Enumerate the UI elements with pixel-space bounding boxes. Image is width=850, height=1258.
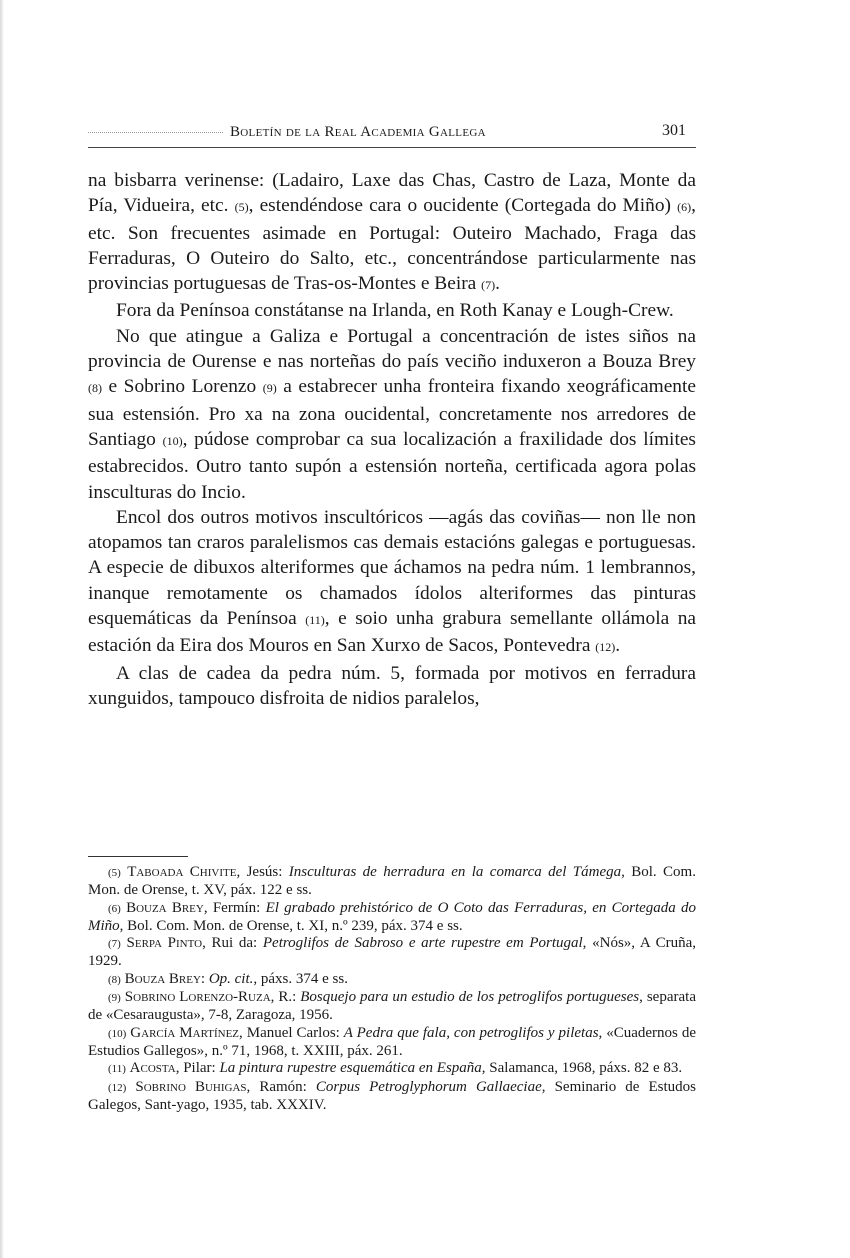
footnote-work-title: Insculturas de herradura en la comarca del Támega (288, 864, 622, 880)
page-edge-shadow (0, 0, 4, 1258)
footnote-number: (7) (108, 938, 121, 951)
footnote (88, 935, 696, 971)
footnote (88, 1060, 696, 1078)
paragraph-text: Fora da Penínsoa constátanse na Irlanda, en Roth Kanay e Lough-Crew. (116, 300, 674, 322)
body-paragraph (88, 324, 696, 505)
footnote-text: , «Cuadernos de Estudios Gallegos», n.º 71, 1968, t. XXIII, páx. 261. (88, 1024, 697, 1059)
footnote-reference: (8) (88, 381, 102, 396)
footnote-author: Acosta (129, 1060, 176, 1077)
footnote-separator (88, 856, 188, 857)
footnote-number: (11) (108, 1063, 126, 1076)
footnote-work-title: La pintura rupestre esquemática en España (219, 1060, 482, 1077)
footnote-text: , Jesús: (236, 864, 289, 880)
paragraph-text: No que atingue a Galiza e Portugal a concentración de istes siños na provincia de Ourense e nas norteñas do país veciño induxeron a Bouza Brey (88, 325, 696, 373)
paragraph-text: , estendéndose cara o oucidente (Cortegada do Miño) (248, 195, 678, 217)
footnote-work-title: Op. cit. (208, 970, 254, 987)
footnote-text: , Bol. Com. Mon. de Orense, t. XI, n.º 239, páx. 374 e ss. (119, 917, 463, 934)
footnote-text: , Fermín: (203, 899, 266, 916)
paragraph-text: , e soio unha grabura semellante ollámola na estación da Eira dos Mouros en San Xurxo de Sacos, Pontevedra (88, 608, 697, 657)
footnote-text: , Rui da: (202, 935, 263, 952)
footnote-author: García Martínez (130, 1024, 240, 1041)
paragraph-text: a estabrecer unha fronteira fixando xeográficamente sua estensión. Pro xa na zona oucidental, concretamente nos arredores de Santiago (88, 376, 696, 450)
paragraph-text: na bisbarra verinense: (Ladairo, Laxe das Chas, Castro de Laza, Monte da Pía, Vidueira, etc. (88, 170, 696, 217)
paragraph-text: , etc. Son frecuentes asimade en Portugal: Outeiro Machado, Fraga das Ferraduras, O Outeiro do Salto, etc., concentrándose particularmente nas provincias portuguesas de Tras-os-Montes e Beira (88, 195, 696, 295)
footnotes (88, 864, 696, 1114)
paragraph-text: Encol dos outros motivos inscultóricos —agás das coviñas— non lle non atopamos tan craros paralelismos cas demais estacións galegas e portuguesas. A especie de dibuxos alteriformes que áchamos na pedra núm. 1 lembrannos, inanque remotamente os chamados ídolos alteriformes das pinturas esquemáticas da Penínsoa (88, 506, 696, 630)
footnote-work-title: El grabado prehistórico de O Coto das Ferraduras, en Cortegada do Miño (88, 899, 697, 934)
footnote (88, 1025, 696, 1061)
footnote-number: (6) (108, 902, 121, 915)
paragraph-text: A clas de cadea da pedra núm. 5, formada por motivos en ferradura xunguidos, tampouco disfroita de nidios paralelos, (88, 662, 696, 709)
footnote-text: , Pilar: (175, 1060, 220, 1077)
footnote-reference: (11) (305, 613, 325, 628)
footnote-text: , «Nós», A Cruña, 1929. (88, 935, 696, 970)
footnote (88, 989, 696, 1025)
header-rule (88, 147, 696, 148)
footnote-work-title: Petroglifos de Sabroso e arte rupestre em Portugal (262, 935, 583, 952)
footnote-work-title: Bosquejo para un estudio de los petroglifos portugueses (300, 989, 640, 1006)
footnote-number: (12) (108, 1081, 127, 1094)
footnote-author: Sobrino Buhigas (135, 1078, 247, 1095)
footnote-text: , Ramón: (246, 1078, 316, 1095)
paragraph-text: e Sobrino Lorenzo (102, 376, 263, 398)
footnote-work-title: Corpus Petroglyphorum Gallaeciae (315, 1078, 542, 1095)
page-number: 301 (662, 122, 686, 139)
footnote (88, 900, 696, 936)
footnote-author: Taboada Chivite (127, 864, 237, 880)
header-dotted-leader (88, 132, 223, 133)
footnote-number: (9) (108, 992, 121, 1005)
footnote-reference: (12) (595, 640, 616, 655)
paragraph-text: . (495, 273, 500, 295)
journal-title: Boletín de la Real Academia Gallega (230, 124, 486, 140)
footnote-number: (8) (108, 973, 121, 986)
body-paragraph (88, 661, 696, 712)
body-paragraph (88, 168, 696, 298)
footnote (88, 864, 696, 900)
running-header (88, 118, 696, 148)
footnote-text: , Seminario de Estudos Galegos, Sant-yago, 1935, tab. XXXIV. (88, 1078, 697, 1113)
footnote-number: (5) (108, 867, 121, 879)
paragraph-text: , púdose comprobar ca sua localización a fraxilidade dos límites estabrecidos. Outro tanto supón a estensión norteña, certificada agora polas insculturas do Incio. (88, 428, 696, 503)
footnote (88, 971, 696, 989)
main-text (88, 168, 696, 711)
footnote-author: Bouza Brey (126, 899, 204, 916)
footnote (88, 1079, 696, 1115)
paragraph-text: . (615, 635, 621, 657)
footnote-text: : (200, 970, 209, 987)
footnote-text: , Manuel Carlos: (239, 1024, 344, 1041)
footnote-author: Bouza Brey (124, 970, 201, 987)
footnote-reference: (9) (262, 381, 277, 396)
footnote-reference: (7) (481, 278, 496, 293)
footnote-work-title: A Pedra que fala, con petroglifos y piletas (343, 1024, 599, 1041)
footnote-text: , Bol. Com. Mon. de Orense, t. XV, páx. 122 e ss. (88, 864, 696, 899)
body-paragraph (88, 298, 696, 323)
footnote-reference: (6) (677, 200, 692, 215)
footnote-number: (10) (108, 1027, 127, 1040)
footnote-author: Serpa Pinto (126, 935, 203, 952)
footnote-author: Sobrino Lorenzo-Ruza (124, 989, 271, 1006)
footnote-text: , Salamanca, 1968, páxs. 82 e 83. (481, 1060, 683, 1077)
footnote-reference: (10) (162, 433, 183, 448)
footnote-text: , R.: (270, 989, 301, 1006)
footnote-reference: (5) (234, 200, 249, 215)
body-paragraph (88, 505, 696, 661)
footnote-text: , separata de «Cesaraugusta», 7-8, Zaragoza, 1956. (88, 989, 696, 1024)
footnote-text: , páxs. 374 e ss. (253, 970, 348, 987)
